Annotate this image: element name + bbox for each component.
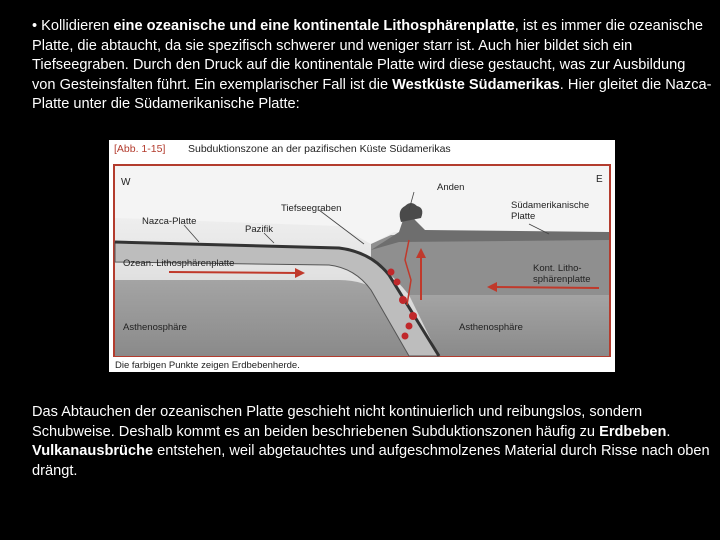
label-tiefseegraben: Tiefseegraben <box>281 203 342 214</box>
intro-bold-westkueste: Westküste Südamerikas <box>392 76 560 93</box>
conclusion-bold-vulkan: Vulkanausbrüche <box>32 443 154 460</box>
label-south-american-2: Platte <box>511 211 536 222</box>
intro-text-2: , ist es immer die ozeanische Platte, die abtaucht, da sie spezifisch schwerer und weniger starr ist. Auch hier bildet sich ein Tiefseegraben. Durch den Druck auf die kontinentale Platte wird diese gestaucht, was zur Ausbildung von Gesteinsfalten führt. Ein exemplarischer Fall ist die <box>32 18 703 93</box>
plate-motion-arrow-left <box>169 272 299 273</box>
label-oceanic-lithosphere: Ozean. Lithosphärenplatte <box>123 258 235 269</box>
label-asthenosphere-right: Asthenosphäre <box>459 322 523 333</box>
intro-text-3: . Hier gleitet die Nazca-Platte unter die Südamerikanische Platte: <box>32 76 712 113</box>
label-pazifik: Pazifik <box>245 224 273 235</box>
quake-dot <box>399 296 407 304</box>
conclusion-text-2: . <box>666 423 671 440</box>
conclusion-text-3: entstehen, weil abgetauchtes und aufgeschmolzenes Material durch Risse nach oben drängt. <box>32 443 710 479</box>
conclusion-bold-erdbeben: Erdbeben <box>599 423 667 440</box>
quake-dot <box>406 323 413 330</box>
quake-dot <box>402 333 409 340</box>
direction-east: E <box>596 174 603 185</box>
label-south-american-1: Südamerikanische <box>511 200 590 211</box>
label-asthenosphere-left: Asthenosphäre <box>123 322 187 333</box>
label-continental-2: sphärenplatte <box>533 274 591 285</box>
plate-motion-arrow-right <box>494 287 599 288</box>
label-anden: Anden <box>437 182 465 193</box>
intro-bold-plates: eine ozeanische und eine kontinentale Lithosphärenplatte <box>113 18 515 34</box>
subduction-figure <box>109 140 615 372</box>
quake-dot <box>388 269 395 276</box>
quake-dot <box>394 279 401 286</box>
direction-west: W <box>121 177 131 188</box>
quake-dot <box>409 312 417 320</box>
intro-text-1: • Kollidieren <box>32 18 114 34</box>
label-continental-1: Kont. Litho- <box>533 263 582 274</box>
figure-reference: [Abb. 1-15] <box>114 143 166 155</box>
subduction-diagram <box>109 140 615 372</box>
figure-caption: Die farbigen Punkte zeigen Erdbebenherde. <box>115 360 300 371</box>
label-nazca-plate: Nazca-Platte <box>142 216 197 227</box>
intro-paragraph <box>32 17 712 115</box>
conclusion-paragraph <box>32 403 712 481</box>
conclusion-text-1: Das Abtauchen der ozeanischen Platte geschieht nicht kontinuierlich und reibungslos, sondern Schubweise. Deshalb kommt es an beiden beschriebenen Subduktionszonen häufig zu <box>32 404 643 440</box>
figure-title: Subduktionszone an der pazifischen Küste Südamerikas <box>188 143 451 155</box>
